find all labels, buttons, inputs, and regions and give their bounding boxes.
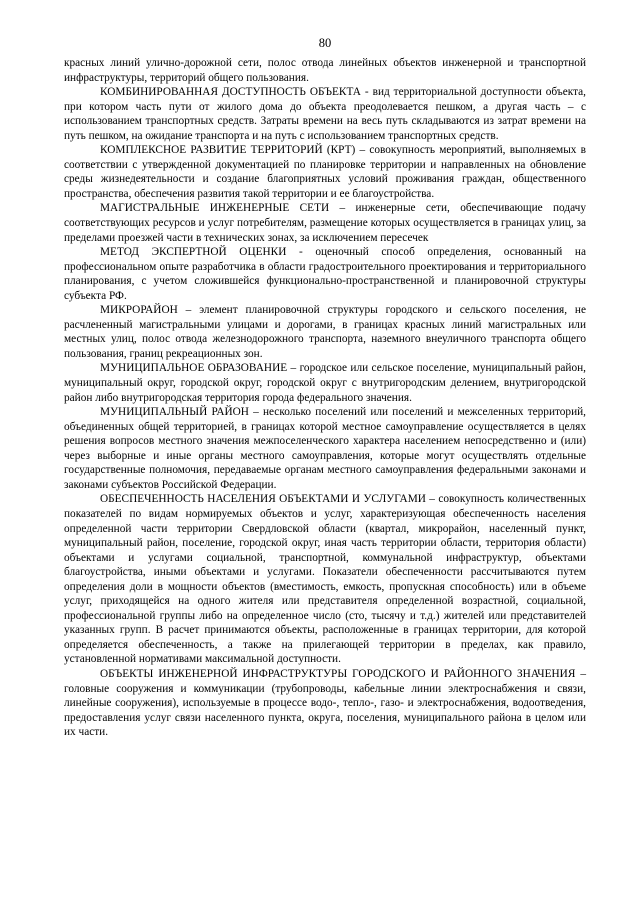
- paragraph-complex-development: КОМПЛЕКСНОЕ РАЗВИТИЕ ТЕРРИТОРИЙ (КРТ) – совокупность мероприятий, выполняемых в соответствии с утвержденной документацией по планировке территории и направленных на обновление среды жизнедеятельности и создание благоприятных условий проживания граждан, общественного пространства, обеспечения развития такой территории и ее благоустройства.: [64, 144, 586, 200]
- paragraph-expert-evaluation-method: МЕТОД ЭКСПЕРТНОЙ ОЦЕНКИ - оценочный способ определения, основанный на профессиональном опыте разработчика в области градостроительного проектирования и территориального планирования, с учетом сложившейся функционально-пространственной и планировочной структуры субъекта РФ.: [64, 246, 586, 302]
- page-number: 80: [318, 36, 332, 50]
- paragraph-municipal-district: МУНИЦИПАЛЬНЫЙ РАЙОН – несколько поселений или поселений и межселенных территорий, объединенных общей территорией, в границах которой местное самоуправление осуществляется в целях решения вопросов местного значения межпоселенческого характера населением непосредственно и (или) через выборные и иные органы местного самоуправления, которые могут осуществлять отдельные государственные полномочия, передаваемые органам местного самоуправления федеральными законами и законами субъектов Российской Федерации.: [64, 406, 586, 491]
- paragraph-engineering-infrastructure-objects: ОБЪЕКТЫ ИНЖЕНЕРНОЙ ИНФРАСТРУКТУРЫ ГОРОДСКОГО И РАЙОННОГО ЗНАЧЕНИЯ – головные сооружения и коммуникации (трубопроводы, кабельные линии электроснабжения и связи, линейные сооружения), используемые в процессе водо-, тепло-, газо- и электроснабжения, водоотведения, предоставления услуг связи населенного пункта, округа, поселения, муниципального района в целом или их части.: [64, 667, 586, 739]
- paragraph-microdistrict: МИКРОРАЙОН – элемент планировочной структуры городского и сельского поселения, не расчлененный магистральными улицами и дорогами, в границах красных линий магистральных или местных улиц, полос отвода железнодорожного транспорта, наземного внеуличного транспорта общего пользования, границ рекреационных зон.: [64, 304, 586, 360]
- paragraph-municipal-formation: МУНИЦИПАЛЬНОЕ ОБРАЗОВАНИЕ – городское или сельское поселение, муниципальный район, муниципальный округ, городской округ, городской округ с внутригородским делением, внутригородской район либо внутригородская территория города федерального значения.: [64, 362, 586, 404]
- document-page: [64, 36, 586, 740]
- paragraph-red-lines-continuation: красных линий улично-дорожной сети, полос отвода линейных объектов инженерной и транспортной инфраструктуры, территорий общего пользования.: [64, 57, 586, 84]
- paragraph-provision-of-population: ОБЕСПЕЧЕННОСТЬ НАСЕЛЕНИЯ ОБЪЕКТАМИ И УСЛУГАМИ – совокупность количественных показателей по видам нормируемых объектов и услуг, характеризующая обеспеченность населения определенной части территории Свердловской области (квартал, микрорайон, населенный пункт, муниципальный район, поселение, городской округ, иная часть территории области, территория области) объектами и услугами социальной, транспортной, коммунальной инфраструктур, объектами благоустройства, иными объектами и услугами. Показатели обеспеченности рассчитываются путем определения доли в мощности объектов (вместимость, емкость, пропускная способность) или в объеме услуг, приходящейся на одного жителя или представителя определенной возрастной, социальной, профессиональной группы либо на определенное число (сто, тысячу и т.д.) жителей или представителей указанных групп. В расчет принимаются объекты, расположенные в границах территории, для которой определяется обеспеченность, а также на прилегающей территории в пределах, как правило, установленной нормативами максимальной доступности.: [64, 493, 586, 666]
- paragraph-main-engineering-networks: МАГИСТРАЛЬНЫЕ ИНЖЕНЕРНЫЕ СЕТИ – инженерные сети, обеспечивающие подачу соответствующих ресурсов и услуг потребителям, размещение которых осуществляется в границах улиц, за пределами проезжей части в технических зонах, за исключением пересечек: [64, 202, 586, 244]
- paragraph-combined-accessibility: КОМБИНИРОВАННАЯ ДОСТУПНОСТЬ ОБЪЕКТА - вид территориальной доступности объекта, при котором часть пути от жилого дома до объекта преодолевается пешком, а другая часть – с использованием транспортных средств. Затраты времени на весь путь складываются из затрат времени на путь пешком, на ожидание транспорта и на путь с использованием транспортных средств.: [64, 86, 586, 142]
